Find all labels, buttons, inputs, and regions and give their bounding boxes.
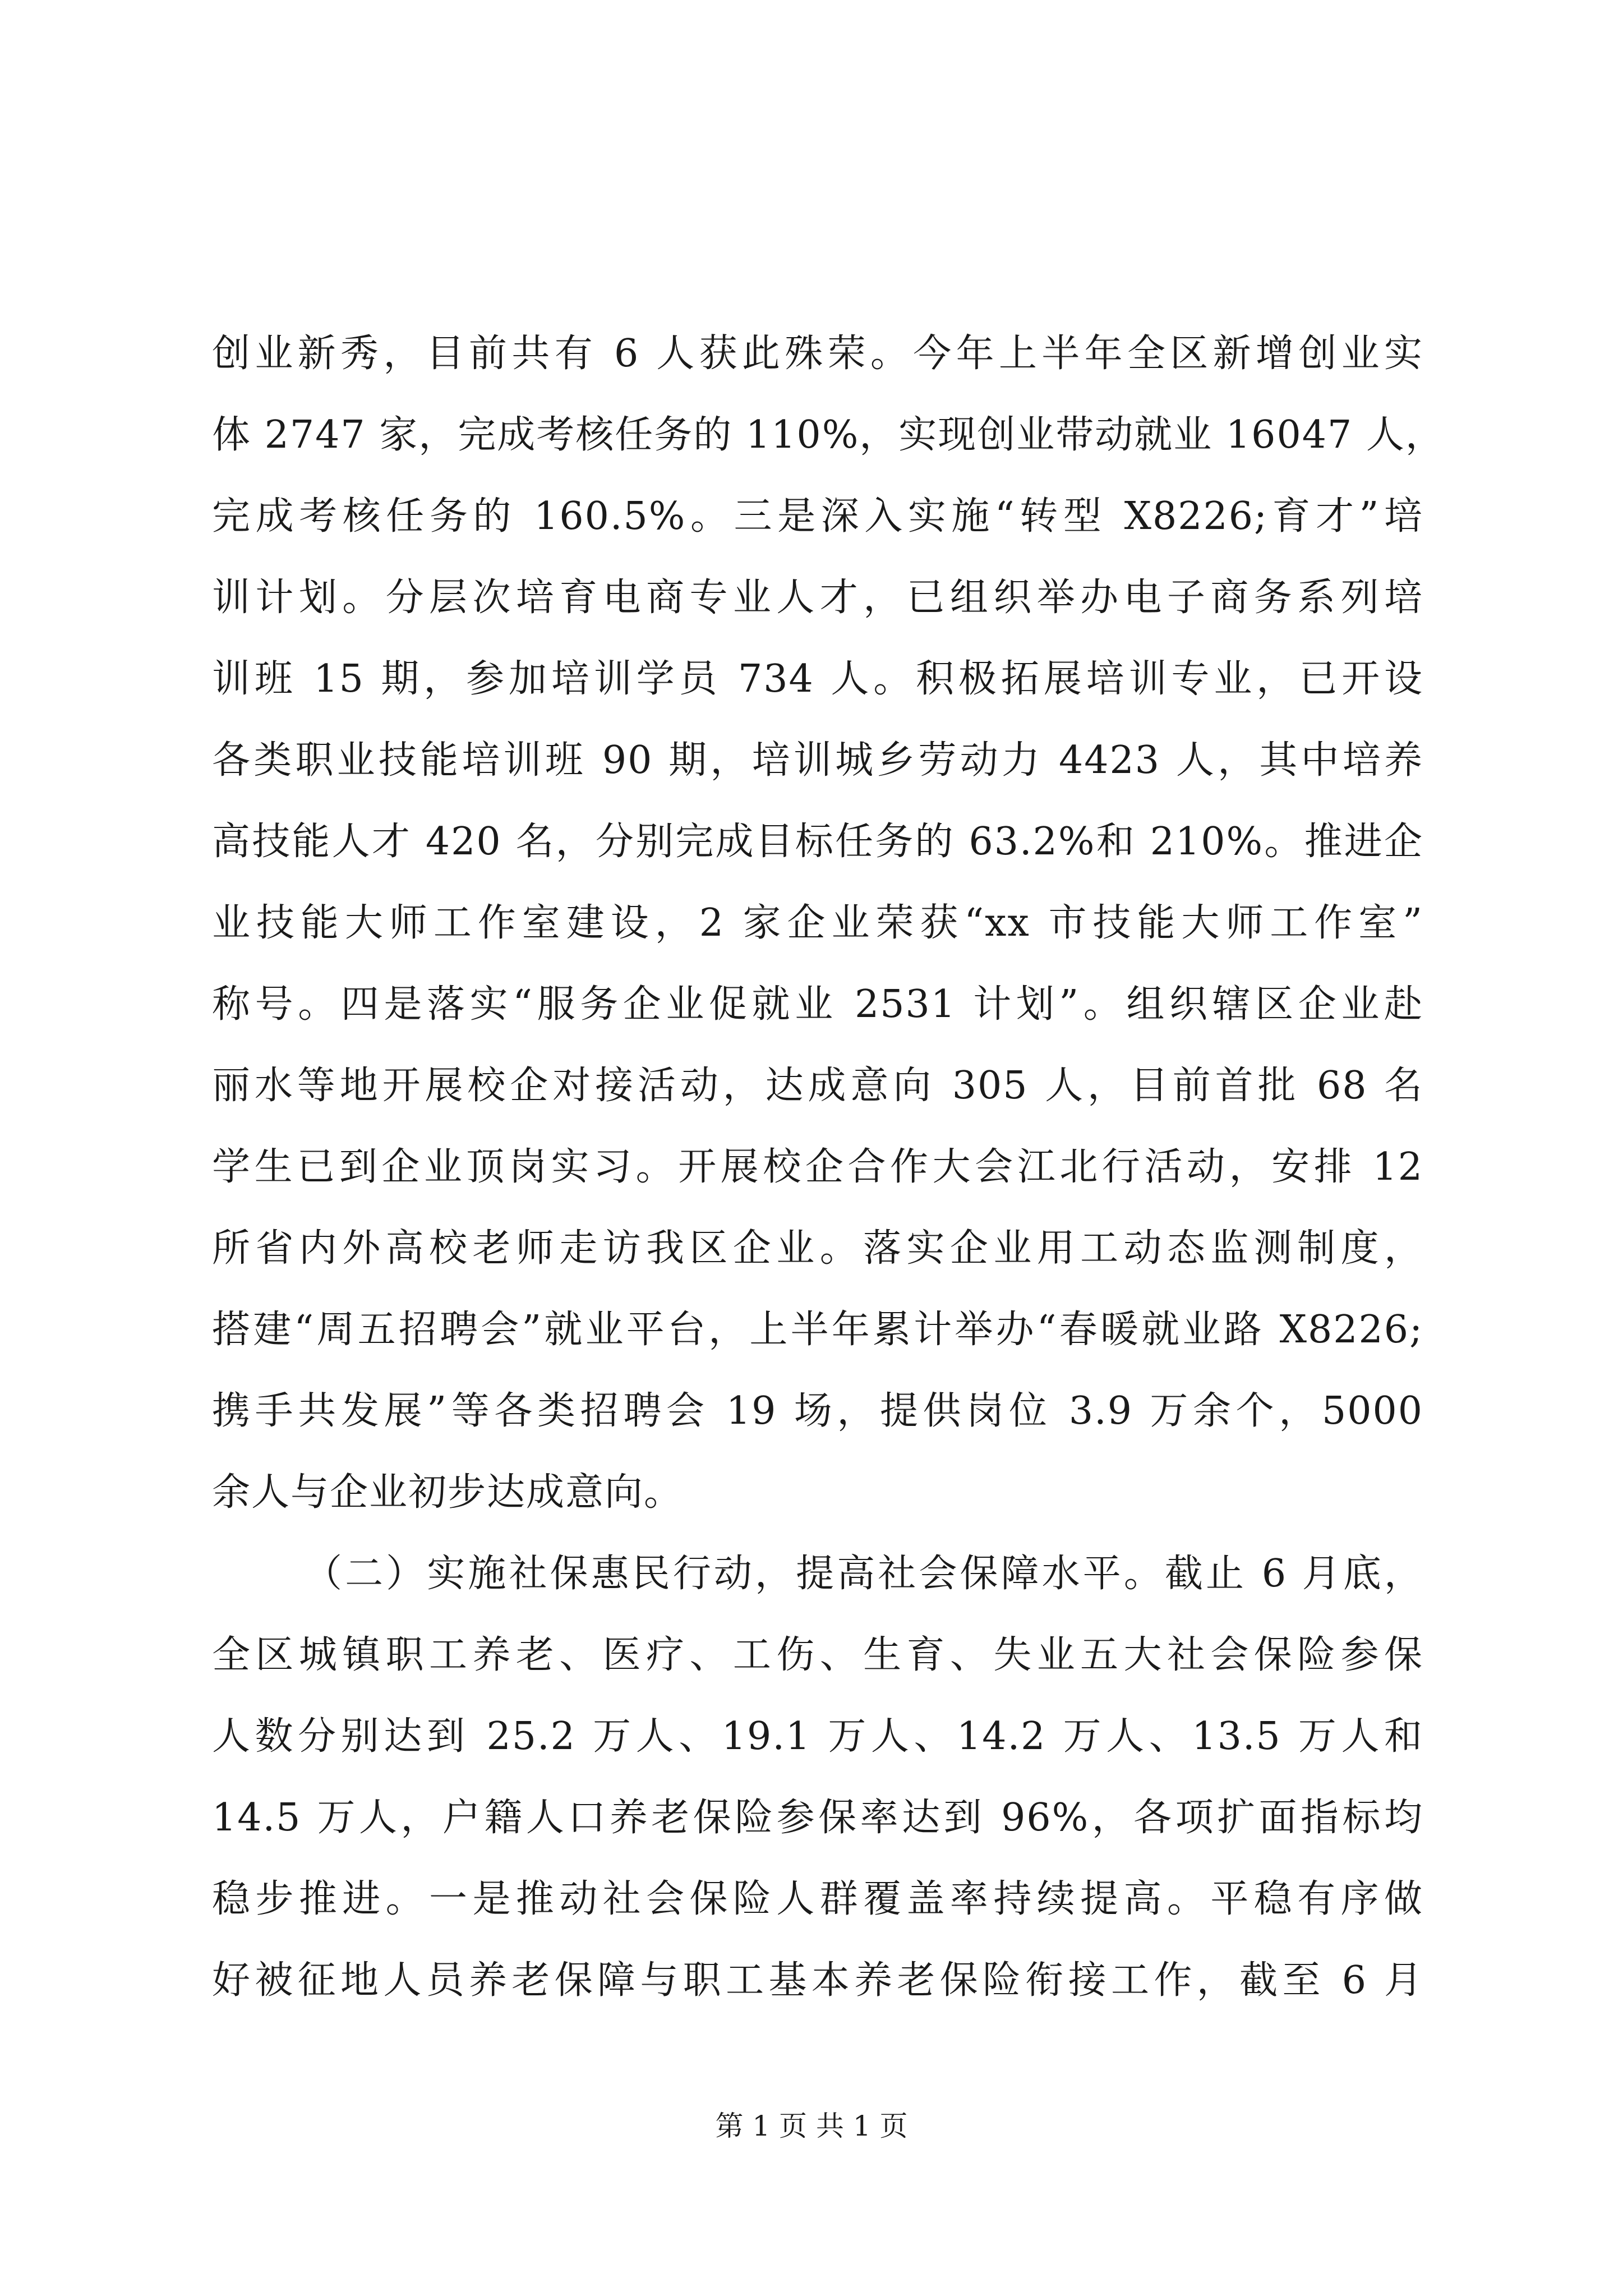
body-line-21: 好被征地人员养老保障与职工基本养老保险衔接工作，截至 6 月 [212, 1958, 1423, 2003]
body-line-14: 携手共发展”等各类招聘会 19 场，提供岗位 3.9 万余个，5000 [212, 1389, 1423, 1433]
body-line-5: 训班 15 期，参加培训学员 734 人。积极拓展培训专业，已开设 [212, 657, 1423, 701]
paragraph-heading-line: （二）实施社保惠民行动，提高社会保障水平。截止 6 月底， [304, 1552, 1423, 1596]
body-line-20: 稳步推进。一是推动社会保险人群覆盖率持续提高。平稳有序做 [212, 1877, 1423, 1921]
body-line-2: 体 2747 家，完成考核任务的 110%，实现创业带动就业 16047 人， [212, 413, 1445, 457]
page-footer: 第 1 页 共 1 页 [715, 2110, 908, 2142]
body-line-4: 训计划。分层次培育电商专业人才，已组织举办电子商务系列培 [212, 576, 1423, 620]
body-line-15: 余人与企业初步达成意向。 [212, 1470, 684, 1515]
body-line-13: 搭建“周五招聘会”就业平台，上半年累计举办“春暖就业路 X8226; [212, 1308, 1423, 1352]
body-line-12: 所省内外高校老师走访我区企业。落实企业用工动态监测制度， [212, 1226, 1423, 1271]
body-line-10: 丽水等地开展校企对接活动，达成意向 305 人，目前首批 68 名 [212, 1064, 1423, 1108]
body-line-6: 各类职业技能培训班 90 期，培训城乡劳动力 4423 人，其中培养 [212, 738, 1423, 783]
body-line-9: 称号。四是落实“服务企业促就业 2531 计划”。组织辖区企业赴 [212, 982, 1423, 1027]
body-line-8: 业技能大师工作室建设，2 家企业荣获“xx 市技能大师工作室” [212, 901, 1423, 945]
body-line-19: 14.5 万人，户籍人口养老保险参保率达到 96%，各项扩面指标均 [212, 1796, 1423, 1840]
body-line-3: 完成考核任务的 160.5%。三是深入实施“转型 X8226;育才”培 [212, 494, 1423, 539]
body-line-1: 创业新秀，目前共有 6 人获此殊荣。今年上半年全区新增创业实 [212, 332, 1423, 376]
body-line-7: 高技能人才 420 名，分别完成目标任务的 63.2%和 210%。推进企 [212, 820, 1423, 864]
body-line-11: 学生已到企业顶岗实习。开展校企合作大会江北行活动，安排 12 [212, 1145, 1423, 1189]
body-line-18: 人数分别达到 25.2 万人、19.1 万人、14.2 万人、13.5 万人和 [212, 1714, 1423, 1759]
body-line-17: 全区城镇职工养老、医疗、工伤、生育、失业五大社会保险参保 [212, 1633, 1423, 1677]
